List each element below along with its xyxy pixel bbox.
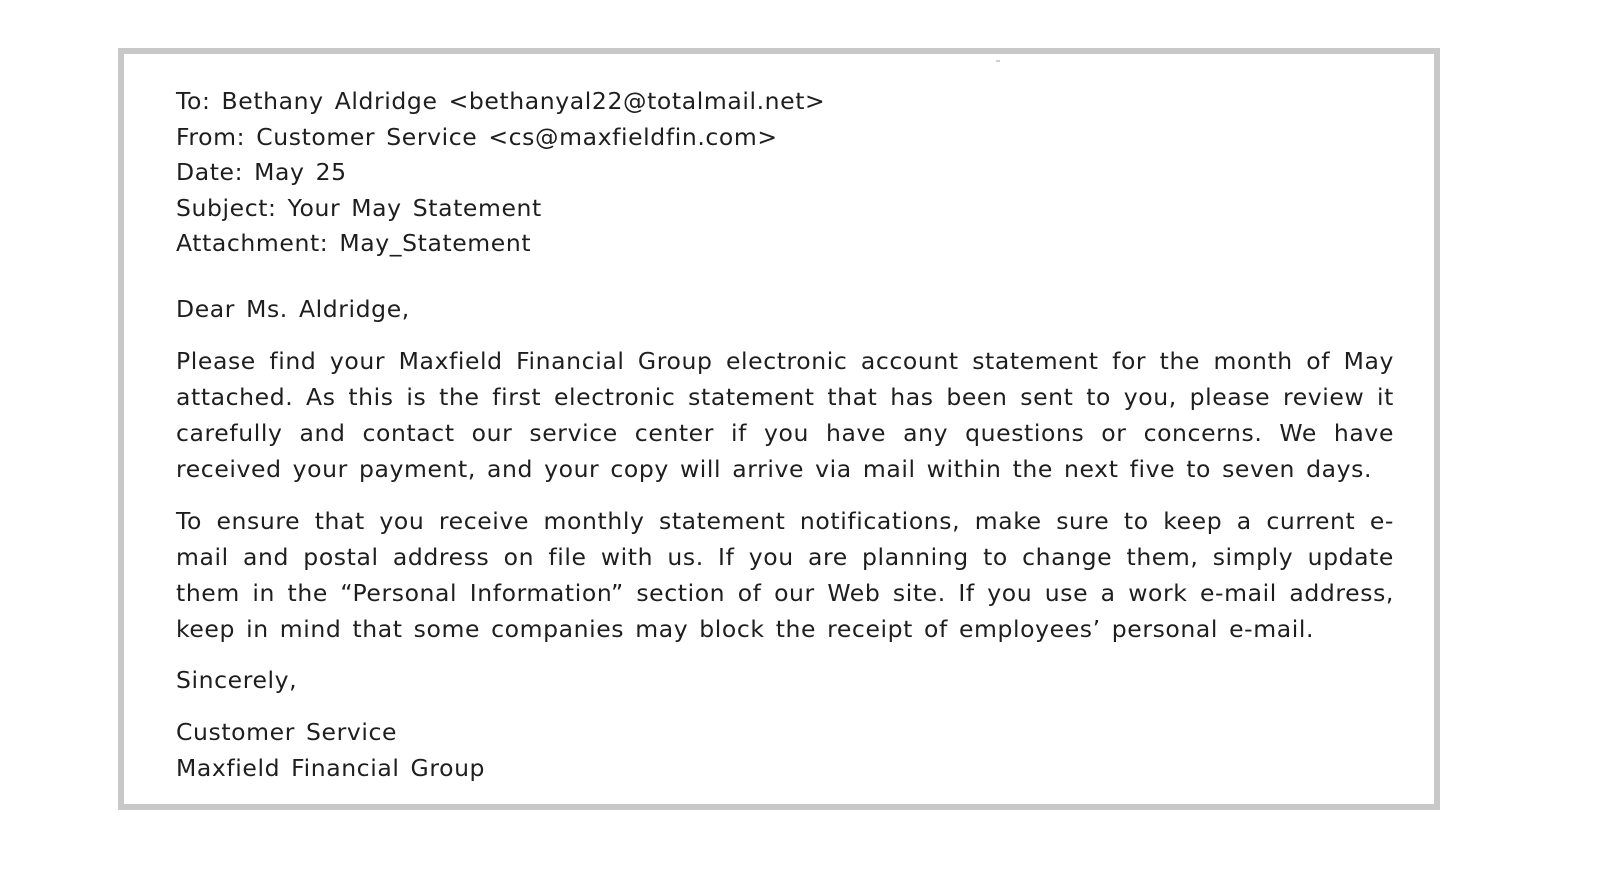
attachment-line — [176, 226, 1394, 262]
date-value: May 25 — [254, 158, 347, 186]
from-line — [176, 120, 1394, 156]
salutation: Dear Ms. Aldridge, — [176, 294, 410, 323]
date-line — [176, 155, 1394, 191]
to-label: To: — [176, 87, 211, 115]
subject-label: Subject: — [176, 193, 277, 222]
date-label: Date: — [176, 158, 244, 186]
closing: Sincerely, — [176, 665, 298, 694]
attachment-value: May_Statement — [339, 229, 532, 257]
subject-value: Your May Statement — [287, 193, 542, 222]
from-value: Customer Service <cs@maxfieldfin.com> — [256, 122, 778, 151]
to-value: Bethany Aldridge <bethanyal22@totalmail.net> — [221, 87, 826, 115]
to-line — [176, 84, 1394, 120]
email-document — [118, 48, 1440, 810]
email-content — [176, 84, 1394, 786]
from-label: From: — [176, 122, 246, 151]
signature-company: Maxfield Financial Group — [176, 753, 486, 782]
body-paragraph-1: Please find your Maxfield Financial Group electronic account statement for the month of May attached. As this is the first electronic statement that has been sent to you, please review it carefully and contact our service center if you have any questions or concerns. We have received your payment, and your copy will arrive via mail within the next five to seven days. — [176, 346, 1394, 483]
attachment-label: Attachment: — [176, 229, 329, 257]
signature-block — [176, 714, 1394, 786]
signature-name: Customer Service — [176, 717, 398, 746]
scan-speck — [996, 60, 1000, 62]
body-paragraph-2: To ensure that you receive monthly statement notifications, make sure to keep a current e-mail and postal address on file with us. If you are planning to change them, simply update them in the “Personal Information” section of our Web site. If you use a work e-mail address, keep in mind that some companies may block the receipt of employees’ personal e-mail. — [176, 506, 1394, 643]
subject-line — [176, 191, 1394, 227]
